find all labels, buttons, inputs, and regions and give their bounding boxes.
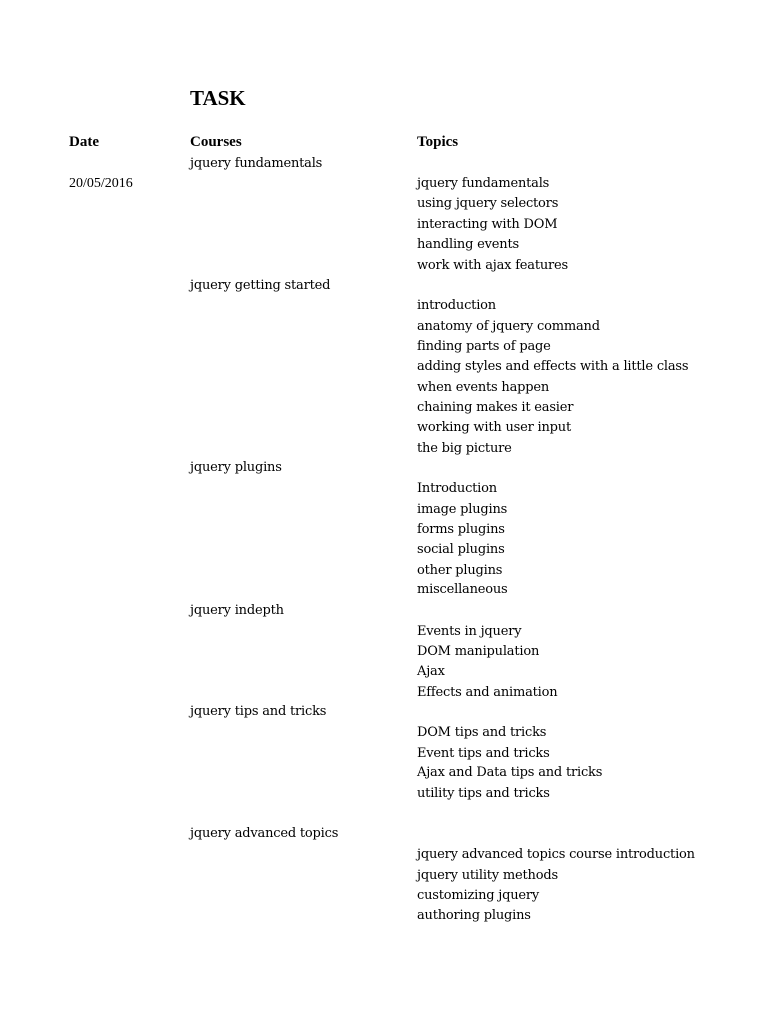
course-name: jquery indepth <box>190 603 284 618</box>
topic-item: miscellaneous <box>417 582 508 597</box>
topic-item: adding styles and effects with a little class <box>417 359 689 374</box>
topic-item: handling events <box>417 237 519 252</box>
topic-item: interacting with DOM <box>417 217 558 232</box>
course-name: jquery advanced topics <box>190 826 339 841</box>
topic-item: other plugins <box>417 563 503 578</box>
topic-item: authoring plugins <box>417 908 531 923</box>
topic-item: Ajax <box>417 664 445 679</box>
topic-item: utility tips and tricks <box>417 786 550 801</box>
date-value: 20/05/2016 <box>69 176 133 191</box>
topic-item: image plugins <box>417 502 508 517</box>
course-name: jquery getting started <box>190 278 331 293</box>
topic-item: the big picture <box>417 441 512 456</box>
topic-item: chaining makes it easier <box>417 400 574 415</box>
topic-item: when events happen <box>417 380 550 395</box>
topic-item: introduction <box>417 298 496 313</box>
topic-item: forms plugins <box>417 522 505 537</box>
topic-item: Ajax and Data tips and tricks <box>417 765 603 780</box>
header-topics: Topics <box>417 134 459 150</box>
header-courses: Courses <box>190 134 242 150</box>
header-date: Date <box>69 134 99 150</box>
topic-item: jquery advanced topics course introduction <box>417 847 695 862</box>
topic-item: customizing jquery <box>417 888 540 903</box>
topic-item: finding parts of page <box>417 339 551 354</box>
course-name: jquery tips and tricks <box>190 704 327 719</box>
topic-item: Event tips and tricks <box>417 746 550 761</box>
topic-item: DOM manipulation <box>417 644 540 659</box>
topic-item: DOM tips and tricks <box>417 725 547 740</box>
course-name: jquery fundamentals <box>190 156 323 171</box>
topic-item: Effects and animation <box>417 685 558 700</box>
page-title: TASK <box>190 86 246 110</box>
topic-item: working with user input <box>417 420 571 435</box>
topic-item: anatomy of jquery command <box>417 319 600 334</box>
topic-item: jquery utility methods <box>417 868 558 883</box>
topic-item: Events in jquery <box>417 624 522 639</box>
course-name: jquery plugins <box>190 460 282 475</box>
topic-item: using jquery selectors <box>417 196 559 211</box>
topic-item: jquery fundamentals <box>417 176 550 191</box>
topic-item: work with ajax features <box>417 258 569 273</box>
topic-item: social plugins <box>417 542 505 557</box>
topic-item: Introduction <box>417 481 497 496</box>
